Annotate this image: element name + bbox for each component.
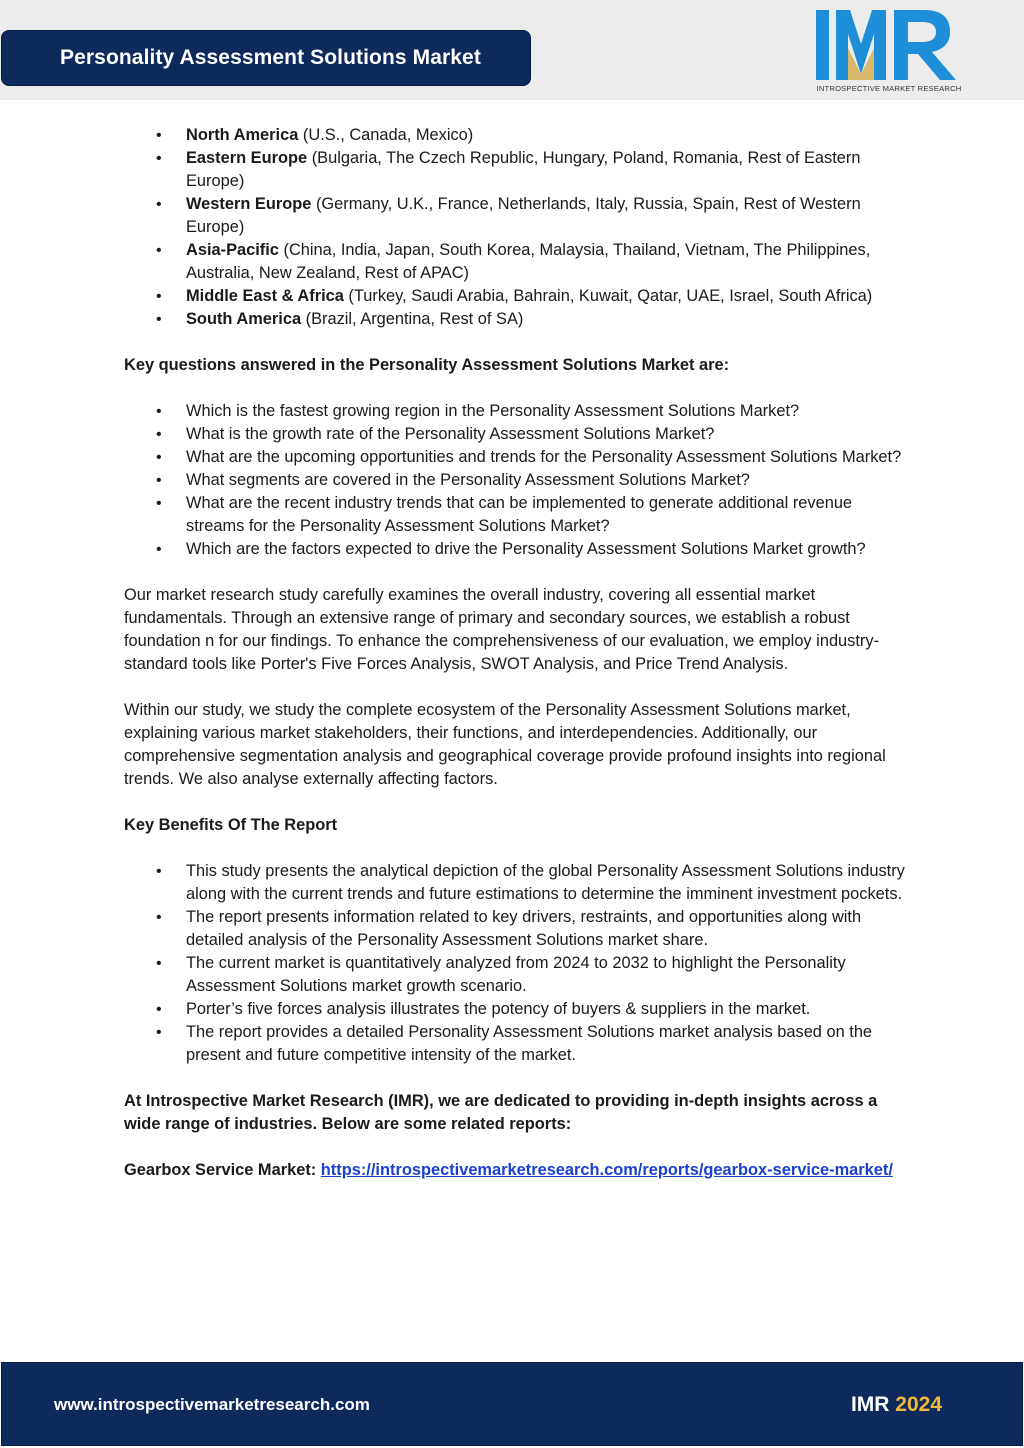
- page-title: Personality Assessment Solutions Market: [60, 46, 481, 69]
- list-item: • Which are the factors expected to drive the Personality Assessment Solutions Market growth?: [124, 538, 914, 561]
- list-item: • South America (Brazil, Argentina, Rest of SA): [124, 308, 914, 331]
- list-item: • Porter’s five forces analysis illustrates the potency of buyers & suppliers in the market.: [124, 998, 914, 1021]
- related-report: [124, 1159, 914, 1182]
- footer-year: 2024: [895, 1393, 942, 1416]
- list-item: • Middle East & Africa (Turkey, Saudi Arabia, Bahrain, Kuwait, Qatar, UAE, Israel, South Africa): [124, 285, 914, 308]
- paragraph: Our market research study carefully examines the overall industry, covering all essential market fundamentals. Through an extensive range of primary and secondary sources, we establish a robust foundation n for our findings. To enhance the comprehensiveness of our evaluation, we employ industry-standard tools like Porter's Five Forces Analysis, SWOT Analysis, and Price Trend Analysis.: [124, 586, 880, 673]
- paragraph: Within our study, we study the complete ecosystem of the Personality Assessment Solutions market, explaining various market stakeholders, their functions, and interdependencies. Additionally, our comprehensive segmentation analysis and geographical coverage provide profound insights into regional trends. We also analyse externally affecting factors.: [124, 701, 886, 788]
- list-item: • Asia-Pacific (China, India, Japan, South Korea, Malaysia, Thailand, Vietnam, The Philippines, Australia, New Zealand, Rest of APAC): [124, 239, 914, 285]
- closing-intro: At Introspective Market Research (IMR), we are dedicated to providing in-depth insights across a wide range of industries. Below are some related reports:: [124, 1092, 878, 1133]
- list-item: • Eastern Europe (Bulgaria, The Czech Republic, Hungary, Poland, Romania, Rest of Eastern Europe): [124, 147, 914, 193]
- list-item: • What segments are covered in the Personality Assessment Solutions Market?: [124, 469, 914, 492]
- key-benefits-heading: Key Benefits Of The Report: [124, 816, 338, 834]
- related-report-link[interactable]: https://introspectivemarketresearch.com/reports/gearbox-service-market/: [320, 1161, 893, 1179]
- list-item: • This study presents the analytical depiction of the global Personality Assessment Solutions industry along with the current trends and future estimations to determine the imminent investment pockets.: [124, 860, 914, 906]
- list-item: • North America (U.S., Canada, Mexico): [124, 124, 914, 147]
- title-banner: [1, 30, 531, 86]
- list-item: • What are the recent industry trends that can be implemented to generate additional revenue streams for the Personality Assessment Solutions Market?: [124, 492, 914, 538]
- footer-brand: IMR 2024: [850, 1393, 942, 1416]
- document-body: [124, 124, 914, 1182]
- key-questions-list: [124, 400, 914, 561]
- list-item: • The report presents information related to key drivers, restraints, and opportunities along with detailed analysis of the Personality Assessment Solutions market share.: [124, 906, 914, 952]
- list-item: • The current market is quantitatively analyzed from 2024 to 2032 to highlight the Personality Assessment Solutions market growth scenario.: [124, 952, 914, 998]
- list-item: • What is the growth rate of the Personality Assessment Solutions Market?: [124, 423, 914, 446]
- logo-caption: INTROSPECTIVE MARKET RESEARCH: [816, 84, 962, 93]
- regions-list: [124, 124, 914, 331]
- footer: [1, 1362, 1023, 1446]
- list-item: • Which is the fastest growing region in the Personality Assessment Solutions Market?: [124, 400, 914, 423]
- key-questions-heading: Key questions answered in the Personality Assessment Solutions Market are:: [124, 356, 730, 374]
- footer-website: www.introspectivemarketresearch.com: [54, 1395, 370, 1414]
- list-item: • The report provides a detailed Personality Assessment Solutions market analysis based on the present and future competitive intensity of the market.: [124, 1021, 914, 1067]
- list-item: • Western Europe (Germany, U.K., France, Netherlands, Italy, Russia, Spain, Rest of Western Europe): [124, 193, 914, 239]
- list-item: • What are the upcoming opportunities and trends for the Personality Assessment Solutions Market?: [124, 446, 914, 469]
- related-report-label: Gearbox Service Market:: [124, 1161, 317, 1179]
- key-benefits-list: [124, 860, 914, 1067]
